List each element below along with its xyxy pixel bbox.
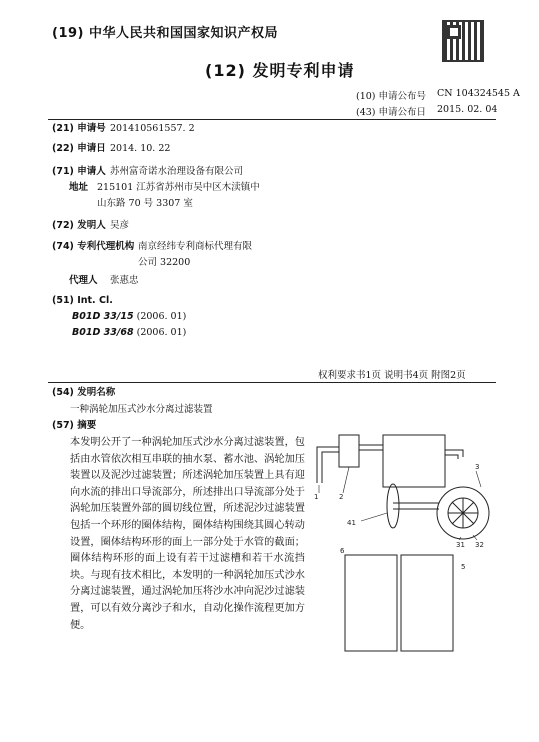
inventor-label: (72) 发明人 (52, 220, 106, 231)
agency-label: (74) 专利代理机构 (52, 241, 135, 252)
publication-number: CN 104324545 A (437, 88, 520, 99)
office-name: (19) 中华人民共和国国家知识产权局 (52, 26, 278, 41)
address-label: 地址 (69, 182, 89, 193)
counts-divider (48, 382, 496, 383)
figure-label-32: 32 (475, 541, 484, 549)
agent-label: 代理人 (69, 275, 98, 286)
application-number-label: (21) 申请号 (52, 123, 106, 134)
agency-line-2: 公司 32200 (138, 257, 191, 268)
ipc-code: B01D 33/68 (72, 327, 134, 338)
abstract-label: (57) 摘要 (52, 420, 97, 431)
header-divider (48, 119, 496, 120)
ipc-code: B01D 33/15 (72, 311, 134, 322)
abstract-figure (305, 425, 495, 655)
title-label: (54) 发明名称 (52, 387, 116, 398)
applicant-label: (71) 申请人 (52, 166, 106, 177)
qr-code-icon (442, 20, 484, 62)
figure-label-6: 6 (340, 547, 345, 555)
applicant: 苏州富奇诺水治理设备有限公司 (110, 166, 244, 177)
document-type: (12) 发明专利申请 (205, 61, 355, 80)
int-cl-label: (51) Int. Cl. (52, 295, 113, 306)
publication-number-label: (10) 申请公布号 (356, 91, 427, 102)
publication-date: 2015. 02. 04 (437, 104, 498, 115)
inventor: 吴彦 (110, 220, 130, 231)
agency-line-1: 南京经纬专利商标代理有限 (138, 241, 253, 252)
address-line-2: 山东路 70 号 3307 室 (97, 198, 193, 209)
application-date: 2014. 10. 22 (110, 143, 171, 154)
figure-label-1: 1 (314, 493, 319, 501)
publication-date-label: (43) 申请公布日 (356, 107, 427, 118)
ipc-entry (72, 325, 186, 341)
figure-label-3: 3 (475, 463, 480, 471)
address-line-1: 215101 江苏省苏州市吴中区木渎镇中 (97, 182, 260, 193)
ipc-version: (2006. 01) (136, 327, 187, 338)
application-date-label: (22) 申请日 (52, 143, 106, 154)
application-number: 201410561557. 2 (110, 123, 195, 134)
ipc-version: (2006. 01) (136, 311, 187, 322)
invention-title: 一种涡轮加压式沙水分离过滤装置 (70, 404, 213, 415)
figure-label-41: 41 (347, 519, 356, 527)
page-counts: 权利要求书1页 说明书4页 附图2页 (318, 370, 466, 381)
figure-label-5: 5 (461, 563, 466, 571)
abstract-text: 本发明公开了一种涡轮加压式沙水分离过滤装置，包括由水管依次相互串联的抽水泵、蓄水池、涡轮加压装置以及泥沙过滤装置；所述涡轮加压装置上具有迎向水流的排出口导流部分，所述排出口导流部分处于涡轮加压装置外部的圆切线位置，所述泥沙过滤装置包括一个环形的圈体结构，圈体结构围绕其圆心转动设置，圈体结构环形的面上一部分处于水管的截面；圈体结构环形的面上设有若干过滤槽和若干水流挡块。与现有技术相比，本发明的一种涡轮加压式沙水分离过滤装置，通过涡轮加压将沙水冲向泥沙过滤装置，可以有效分离沙子和水，自动化操作流程更加方便。 (70, 437, 305, 631)
figure-label-31: 31 (456, 541, 465, 549)
agent: 张惠忠 (110, 275, 139, 286)
figure-label-2: 2 (339, 493, 344, 501)
ipc-entry (72, 309, 186, 325)
